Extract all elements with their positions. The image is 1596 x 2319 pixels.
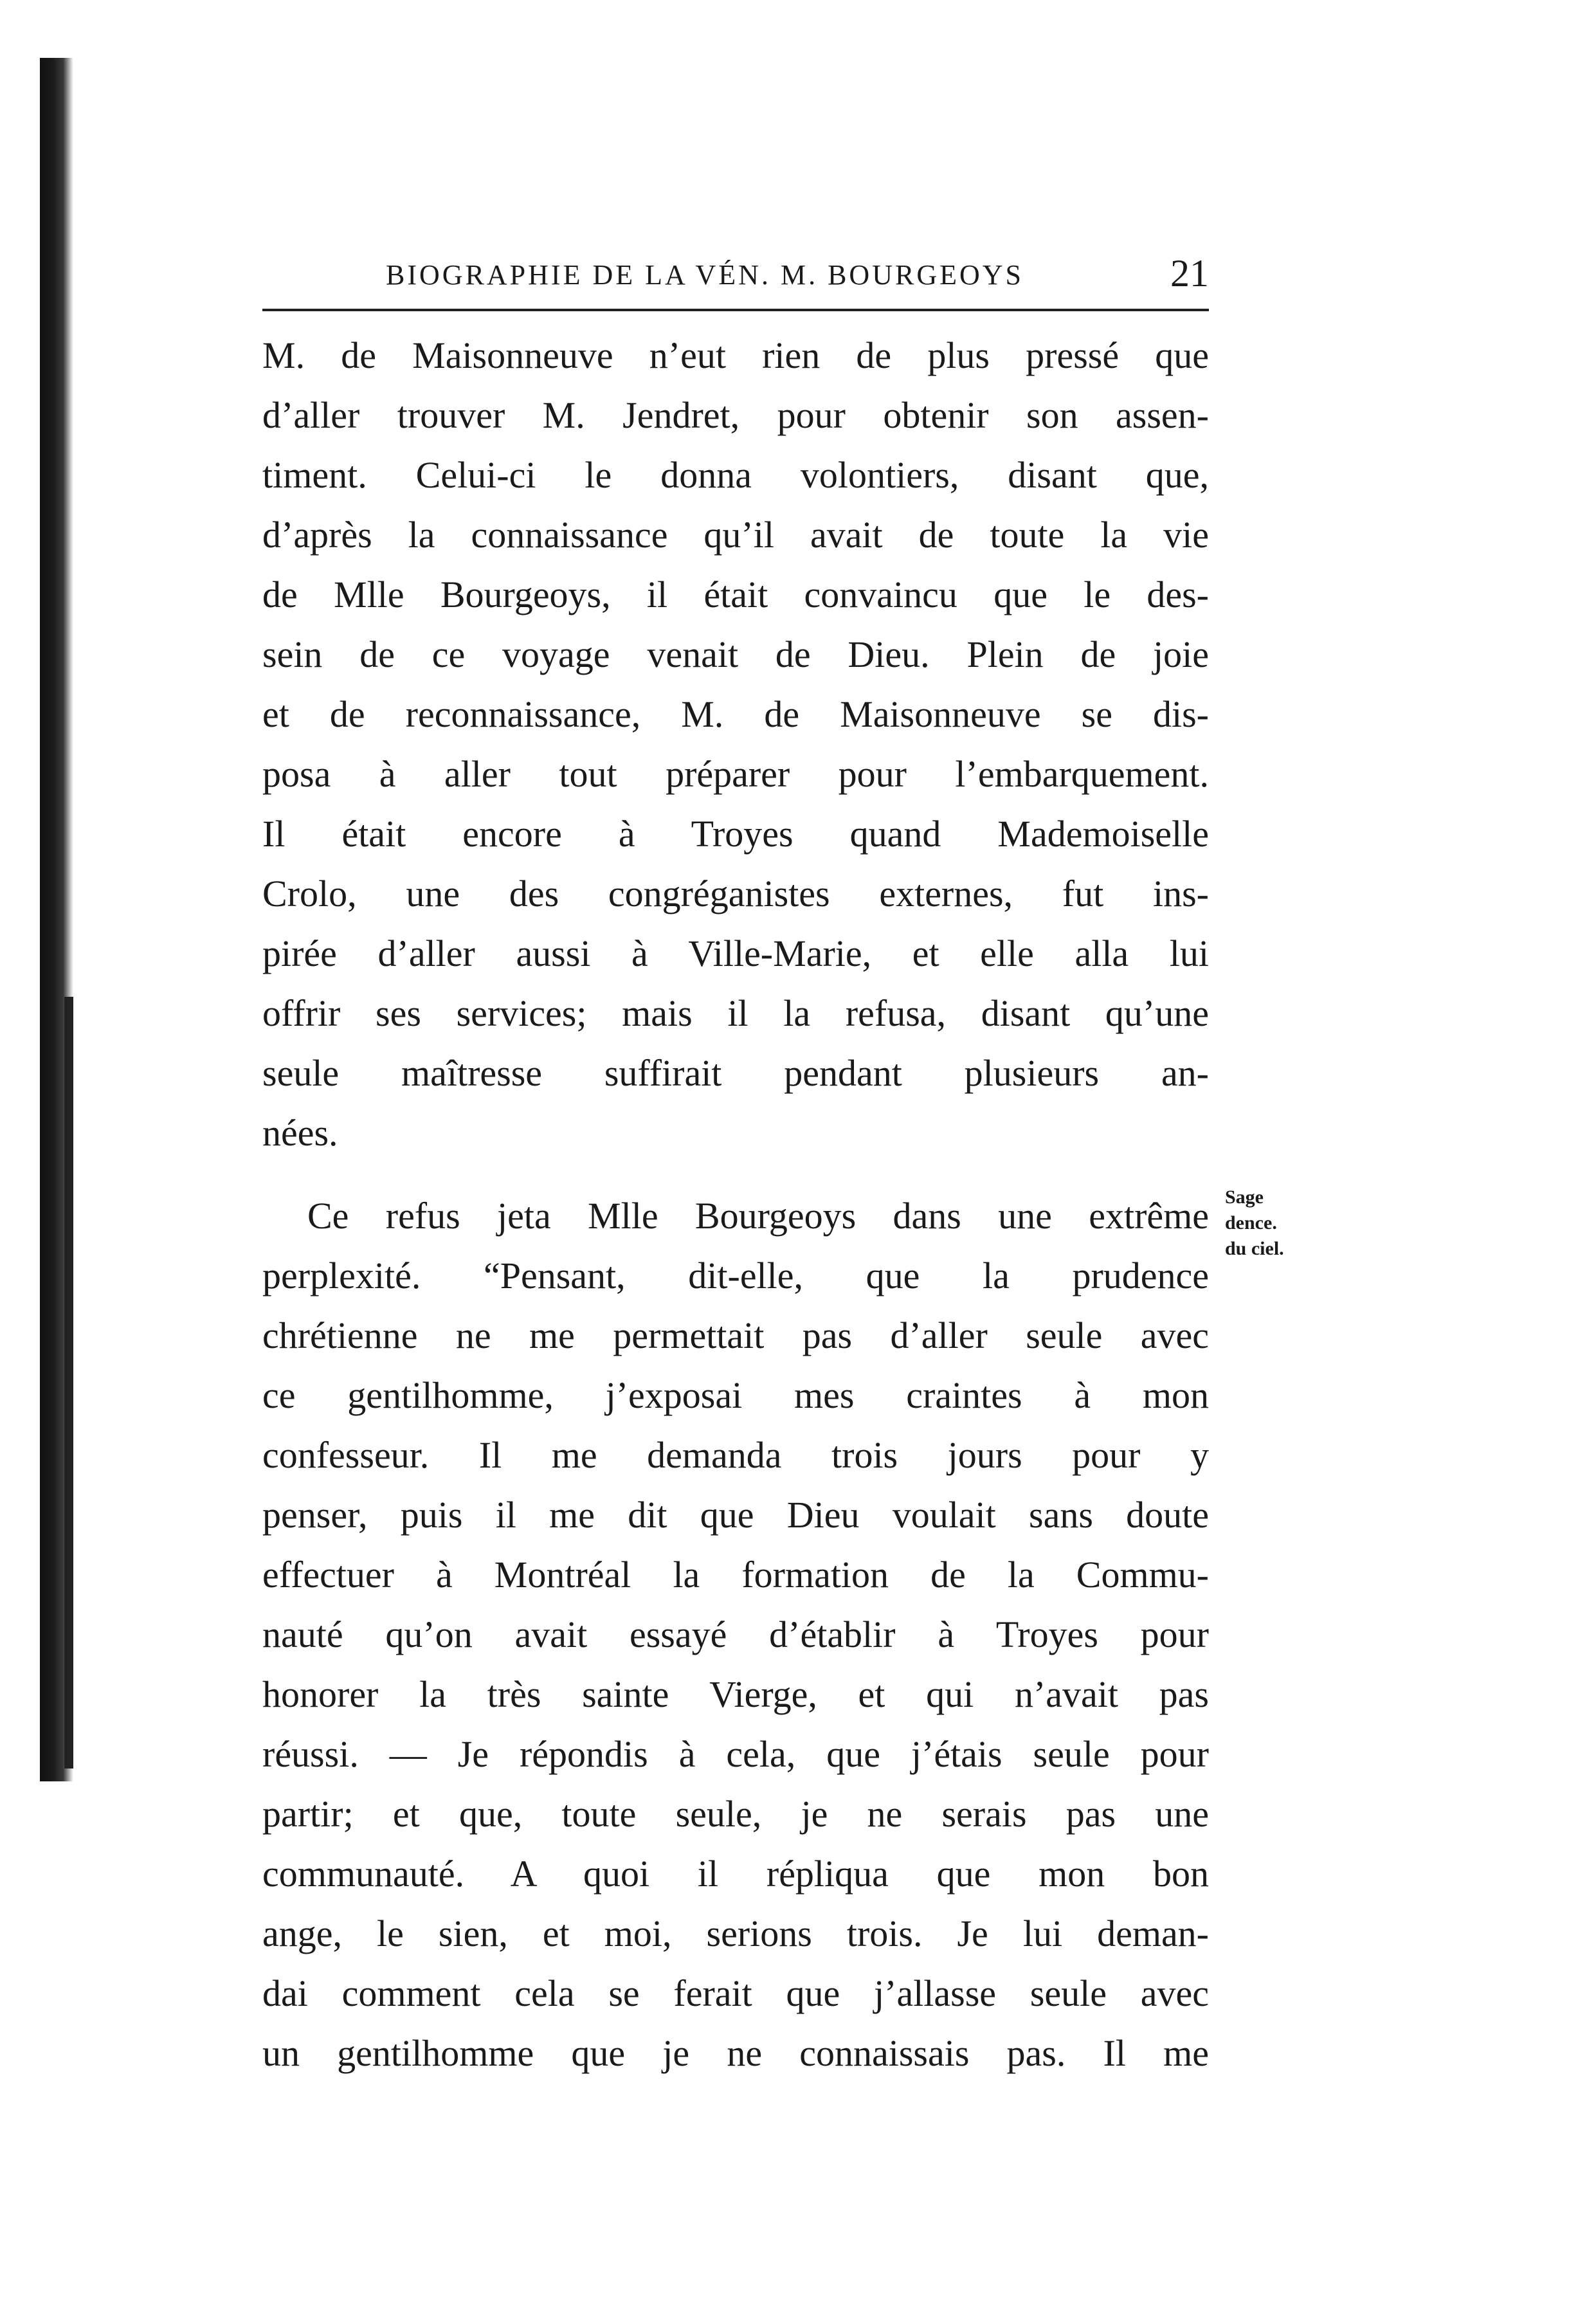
- paragraph-1: [262, 325, 1209, 1163]
- text-line: de Mlle Bourgeoys, il était convaincu que le des-: [262, 574, 1209, 615]
- text-line: posa à aller tout préparer pour l’embarquement.: [262, 753, 1209, 795]
- text-line: timent. Celui-ci le donna volontiers, disant que,: [262, 454, 1209, 496]
- text-line: sein de ce voyage venait de Dieu. Plein de joie: [262, 633, 1209, 675]
- text-line: confesseur. Il me demanda trois jours pour y: [262, 1434, 1209, 1476]
- text-line: Il était encore à Troyes quand Mademoiselle: [262, 813, 1209, 855]
- margin-note-line: dence.: [1225, 1212, 1277, 1233]
- text-line: seule maîtresse suffirait pendant plusieurs an-: [262, 1052, 1209, 1094]
- text-line: honorer la très sainte Vierge, et qui n’avait pas: [262, 1673, 1209, 1715]
- text-line: Ce refus jeta Mlle Bourgeoys dans une extrême: [307, 1195, 1209, 1237]
- page-number: 21: [1170, 252, 1209, 295]
- body-text: [262, 325, 1209, 2083]
- margin-note: [1225, 1185, 1405, 1262]
- binding-shadow-lower: [64, 997, 73, 1769]
- text-line: ange, le sien, et moi, serions trois. Je lui deman-: [262, 1913, 1209, 1954]
- text-line: un gentilhomme que je ne connaissais pas. Il me: [262, 2032, 1209, 2074]
- text-line: offrir ses services; mais il la refusa, disant qu’une: [262, 992, 1209, 1034]
- text-line: effectuer à Montréal la formation de la Commu-: [262, 1554, 1209, 1596]
- text-line: pirée d’aller aussi à Ville-Marie, et elle alla lui: [262, 932, 1209, 974]
- margin-note-line: du ciel.: [1225, 1238, 1284, 1259]
- text-line: dai comment cela se ferait que j’allasse seule avec: [262, 1972, 1209, 2014]
- text-line: M. de Maisonneuve n’eut rien de plus pressé que: [262, 334, 1209, 376]
- text-line: d’aller trouver M. Jendret, pour obtenir son assen-: [262, 394, 1209, 436]
- text-line: ce gentilhomme, j’exposai mes craintes à mon: [262, 1374, 1209, 1416]
- text-line: perplexité. “Pensant, dit-elle, que la prudence: [262, 1255, 1209, 1296]
- text-line: Crolo, une des congréganistes externes, fut ins-: [262, 873, 1209, 914]
- text-line: nauté qu’on avait essayé d’établir à Troyes pour: [262, 1614, 1209, 1655]
- text-line: chrétienne ne me permettait pas d’aller seule avec: [262, 1314, 1209, 1356]
- text-line: penser, puis il me dit que Dieu voulait sans doute: [262, 1494, 1209, 1536]
- header-rule: [262, 309, 1209, 311]
- text-line: nées.: [262, 1112, 338, 1154]
- text-line: et de reconnaissance, M. de Maisonneuve se dis-: [262, 693, 1209, 735]
- text-line: réussi. — Je répondis à cela, que j’étais seule pour: [262, 1733, 1209, 1775]
- paragraph-gap: [262, 1163, 1209, 1186]
- running-title: BIOGRAPHIE DE LA VÉN. M. BOURGEOYS: [386, 259, 1024, 291]
- text-line: partir; et que, toute seule, je ne serais pas une: [262, 1793, 1209, 1835]
- paragraph-2: [262, 1186, 1209, 2083]
- running-head: [386, 252, 1209, 295]
- margin-note-line: Sage: [1225, 1187, 1264, 1208]
- text-line: communauté. A quoi il répliqua que mon bon: [262, 1853, 1209, 1895]
- text-line: d’après la connaissance qu’il avait de toute la vie: [262, 514, 1209, 556]
